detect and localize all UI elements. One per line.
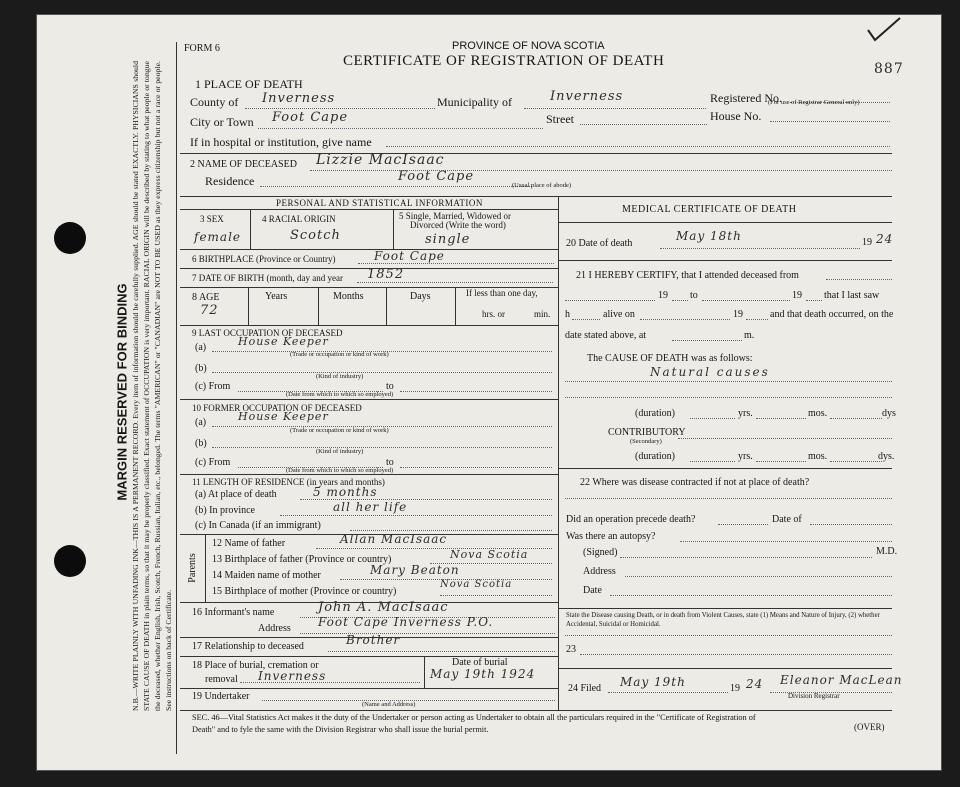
mos-label-2: mos. bbox=[808, 451, 828, 462]
filed-date-value: May 19th bbox=[620, 675, 686, 689]
age-value: 72 bbox=[200, 303, 219, 318]
city-value: Foot Cape bbox=[272, 110, 349, 125]
secondary-note: (Secondary) bbox=[630, 438, 662, 445]
sex-value: female bbox=[194, 230, 242, 244]
mother-birthplace-value: Nova Scotia bbox=[440, 579, 513, 590]
marital-value: single bbox=[425, 232, 471, 247]
municipality-value: Inverness bbox=[550, 89, 624, 104]
dys-label-2: dys. bbox=[878, 451, 895, 462]
margin-instructions: N.B.—WRITE PLAINLY WITH UNFADING INK—THIS IS A PERMANENT RECORD. Every item of information should be carefully supplied. AGE should be stated EXACTLY. PHYSICIANS should STATE CAUSE OF DEATH in plain terms, so that it may be properly classified. Exact statement of OCCUPATION is very important. RACIAL ORIGIN will be described by stating to what people or tongue the deceased, whether English, Irish, Scotch, French, Russian, Italian, etc., belonged. The terms "AMERICAN" or "CANADIAN" are NOT TO BE USED as they express citizenship but not a race or people. See instructions on back of Certificate. bbox=[131, 61, 173, 711]
certify-statement: 21 I HEREBY CERTIFY, that I attended deceased from bbox=[576, 270, 799, 281]
trade-note-2: (Trade or occupation or kind of work) bbox=[290, 427, 389, 434]
undertaker-note: (Name and Address) bbox=[362, 701, 416, 708]
deceased-name: Lizzie MacIsaac bbox=[316, 152, 445, 168]
mos-label-1: mos. bbox=[808, 408, 828, 419]
father-birthplace-label: 13 Birthplace of father (Province or country) bbox=[212, 554, 392, 565]
death-occurred-label: and that death occurred, on the bbox=[770, 309, 894, 320]
last-occupation-value: House Keeper bbox=[238, 335, 329, 348]
division-registrar-note: Division Registrar bbox=[788, 692, 840, 700]
in-province-value: all her life bbox=[333, 500, 408, 514]
contributory-label: CONTRIBUTORY bbox=[608, 427, 686, 438]
last-saw-label: that I last saw bbox=[824, 290, 880, 301]
province-label: PROVINCE OF NOVA SCOTIA bbox=[452, 40, 605, 52]
binding-hole-bottom bbox=[54, 545, 86, 577]
margin-binding-label: MARGIN RESERVED FOR BINDING bbox=[114, 283, 130, 501]
death-date-label: 20 Date of death bbox=[566, 238, 633, 249]
date-of-birth-value: 1852 bbox=[367, 267, 405, 282]
in-canada-label: (c) In Canada (if an immigrant) bbox=[195, 520, 321, 531]
marital-label-2: Divorced (Write the word) bbox=[410, 220, 506, 230]
house-number-label: House No. bbox=[710, 109, 762, 123]
informant-label: 16 Informant's name bbox=[192, 607, 275, 618]
county-value: Inverness bbox=[262, 91, 336, 106]
where-contracted-label: 22 Where was disease contracted if not at place of death? bbox=[580, 477, 810, 488]
age-label: 8 AGE bbox=[192, 292, 220, 303]
industry-note-2: (Kind of industry) bbox=[316, 448, 364, 455]
death-date-value: May 18th bbox=[676, 229, 742, 243]
mother-birthplace-label: 15 Birthplace of mother (Province or country) bbox=[212, 586, 397, 597]
residence-label: Residence bbox=[205, 174, 255, 188]
months-label: Months bbox=[333, 291, 364, 302]
signer-address-label: Address bbox=[583, 566, 616, 577]
trade-note-1: (Trade or occupation or kind of work) bbox=[290, 351, 389, 358]
medical-heading: MEDICAL CERTIFICATE OF DEATH bbox=[622, 204, 797, 215]
burial-label-2: removal bbox=[205, 674, 238, 685]
filed-year-prefix: 19 bbox=[730, 683, 740, 694]
parents-label: Parents bbox=[187, 553, 198, 583]
undertaker-label: 19 Undertaker bbox=[192, 691, 250, 702]
yrs-label-1: yrs. bbox=[738, 408, 753, 419]
birthplace-value: Foot Cape bbox=[374, 249, 445, 263]
alive-on-label: alive on bbox=[603, 309, 635, 320]
autopsy-label: Was there an autopsy? bbox=[566, 531, 656, 542]
hrs-label: hrs. or bbox=[482, 309, 505, 319]
check-mark-icon bbox=[864, 16, 904, 46]
date-note-2: (Date from which to which so employed) bbox=[286, 467, 394, 474]
signed-label: (Signed) bbox=[583, 547, 618, 558]
registrar-signature: Eleanor MacLean bbox=[780, 673, 903, 687]
place-of-death-heading: 1 PLACE OF DEATH bbox=[195, 77, 303, 91]
operation-date-label: Date of bbox=[772, 514, 802, 525]
from-label-1: (c) From bbox=[195, 381, 231, 392]
signed-date-label: Date bbox=[583, 585, 602, 596]
sec46-line-2: Death" and to fyle the same with the Division Registrar who shall issue the burial permit. bbox=[192, 725, 489, 734]
attended-to-year: 19 bbox=[792, 290, 802, 301]
relationship-value: Brother bbox=[346, 633, 401, 647]
from-label-2: (c) From bbox=[195, 457, 231, 468]
over-label: (OVER) bbox=[854, 722, 885, 732]
marital-label-1: 5 Single, Married, Widowed or bbox=[399, 211, 511, 221]
father-label: 12 Name of father bbox=[212, 538, 286, 549]
years-label: Years bbox=[265, 291, 288, 302]
registered-label: Registered No. bbox=[710, 91, 782, 105]
residence-value: Foot Cape bbox=[398, 169, 475, 184]
to-label-2: to bbox=[386, 457, 394, 468]
in-province-label: (b) In province bbox=[195, 505, 255, 516]
racial-origin-label: 4 RACIAL ORIGIN bbox=[262, 214, 336, 224]
burial-date-label: Date of burial bbox=[452, 657, 508, 668]
registrar-use-note: (For use of Registrar General only) bbox=[768, 99, 860, 106]
mother-label: 14 Maiden name of mother bbox=[212, 570, 321, 581]
operation-label: Did an operation precede death? bbox=[566, 514, 696, 525]
burial-label-1: 18 Place of burial, cremation or bbox=[192, 660, 319, 671]
mother-value: Mary Beaton bbox=[370, 563, 460, 577]
attended-to-label: to bbox=[690, 290, 698, 301]
burial-date-value: May 19th 1924 bbox=[430, 667, 536, 681]
former-occupation-heading: 10 FORMER OCCUPATION OF DECEASED bbox=[192, 403, 362, 413]
days-label: Days bbox=[410, 291, 431, 302]
hour-label: h bbox=[565, 309, 570, 320]
relationship-label: 17 Relationship to deceased bbox=[192, 641, 304, 652]
former-occupation-value: House Keeper bbox=[238, 410, 329, 423]
filed-year-value: 24 bbox=[746, 677, 764, 691]
date-stated-label: date stated above, at bbox=[565, 330, 647, 341]
industry-note-1: (Kind of industry) bbox=[316, 373, 364, 380]
usual-abode-note: (Usual place of abode) bbox=[512, 182, 572, 189]
certificate-title: CERTIFICATE OF REGISTRATION OF DEATH bbox=[343, 53, 665, 69]
alive-on-year: 19 bbox=[733, 309, 743, 320]
violent-causes-note: State the Disease causing Death, or in death from Violent Causes, state (1) Means and Nature of Injury, (2) whether Accidental, Suicidal or Homicidal. bbox=[566, 612, 880, 628]
item-23-label: 23 bbox=[566, 644, 576, 655]
md-label: M.D. bbox=[876, 546, 898, 557]
date-note-1: (Date from which to which so employed) bbox=[286, 391, 394, 398]
at-m-label: m. bbox=[744, 330, 755, 341]
yrs-label-2: yrs. bbox=[738, 451, 753, 462]
informant-address-label: Address bbox=[258, 623, 291, 634]
last-occupation-heading: 9 LAST OCCUPATION OF DECEASED bbox=[192, 328, 343, 338]
informant-value: John A. MacIsaac bbox=[318, 600, 449, 615]
cause-of-death-label: The CAUSE OF DEATH was as follows: bbox=[587, 353, 753, 364]
street-label: Street bbox=[546, 112, 574, 126]
dys-label-1: dys bbox=[882, 408, 896, 419]
personal-info-heading: PERSONAL AND STATISTICAL INFORMATION bbox=[276, 198, 483, 208]
attended-from-year: 19 bbox=[658, 290, 668, 301]
sex-label: 3 SEX bbox=[200, 214, 224, 224]
to-label-1: to bbox=[386, 381, 394, 392]
date-of-birth-label: 7 DATE OF BIRTH (month, day and year bbox=[192, 273, 343, 283]
informant-address-value: Foot Cape Inverness P.O. bbox=[318, 615, 494, 629]
filed-label: 24 Filed bbox=[568, 683, 602, 694]
city-label: City or Town bbox=[190, 115, 254, 129]
duration-label-2: (duration) bbox=[635, 451, 675, 462]
at-place-value: 5 months bbox=[313, 485, 378, 499]
less-than-day-label: If less than one day, bbox=[466, 288, 538, 298]
hospital-label: If in hospital or institution, give name bbox=[190, 135, 372, 149]
death-year-prefix: 19 bbox=[862, 237, 872, 248]
at-place-label: (a) At place of death bbox=[195, 489, 277, 500]
death-year-value: 24 bbox=[876, 232, 894, 246]
form-number: FORM 6 bbox=[184, 43, 220, 54]
name-of-deceased-label: 2 NAME OF DECEASED bbox=[190, 159, 297, 170]
min-label: min. bbox=[534, 309, 551, 319]
burial-place-value: Inverness bbox=[258, 669, 327, 683]
sec46-line-1: SEC. 46—Vital Statistics Act makes it the duty of the Undertaker or person acting as Undertaker to obtain all the particulars required in the "Certificate of Registration of bbox=[192, 713, 756, 722]
municipality-label: Municipality of bbox=[437, 95, 512, 109]
binding-hole-top bbox=[54, 222, 86, 254]
racial-origin-value: Scotch bbox=[290, 228, 341, 243]
county-label: County of bbox=[190, 95, 239, 109]
residence-length-heading: 11 LENGTH OF RESIDENCE (in years and months) bbox=[192, 477, 385, 487]
birthplace-label: 6 BIRTHPLACE (Province or Country) bbox=[192, 254, 336, 264]
father-value: Allan MacIsaac bbox=[340, 532, 448, 546]
father-birthplace-value: Nova Scotia bbox=[450, 548, 529, 561]
duration-label-1: (duration) bbox=[635, 408, 675, 419]
cause-of-death-value: Natural causes bbox=[650, 365, 770, 379]
certificate-number: 887 bbox=[874, 61, 904, 77]
